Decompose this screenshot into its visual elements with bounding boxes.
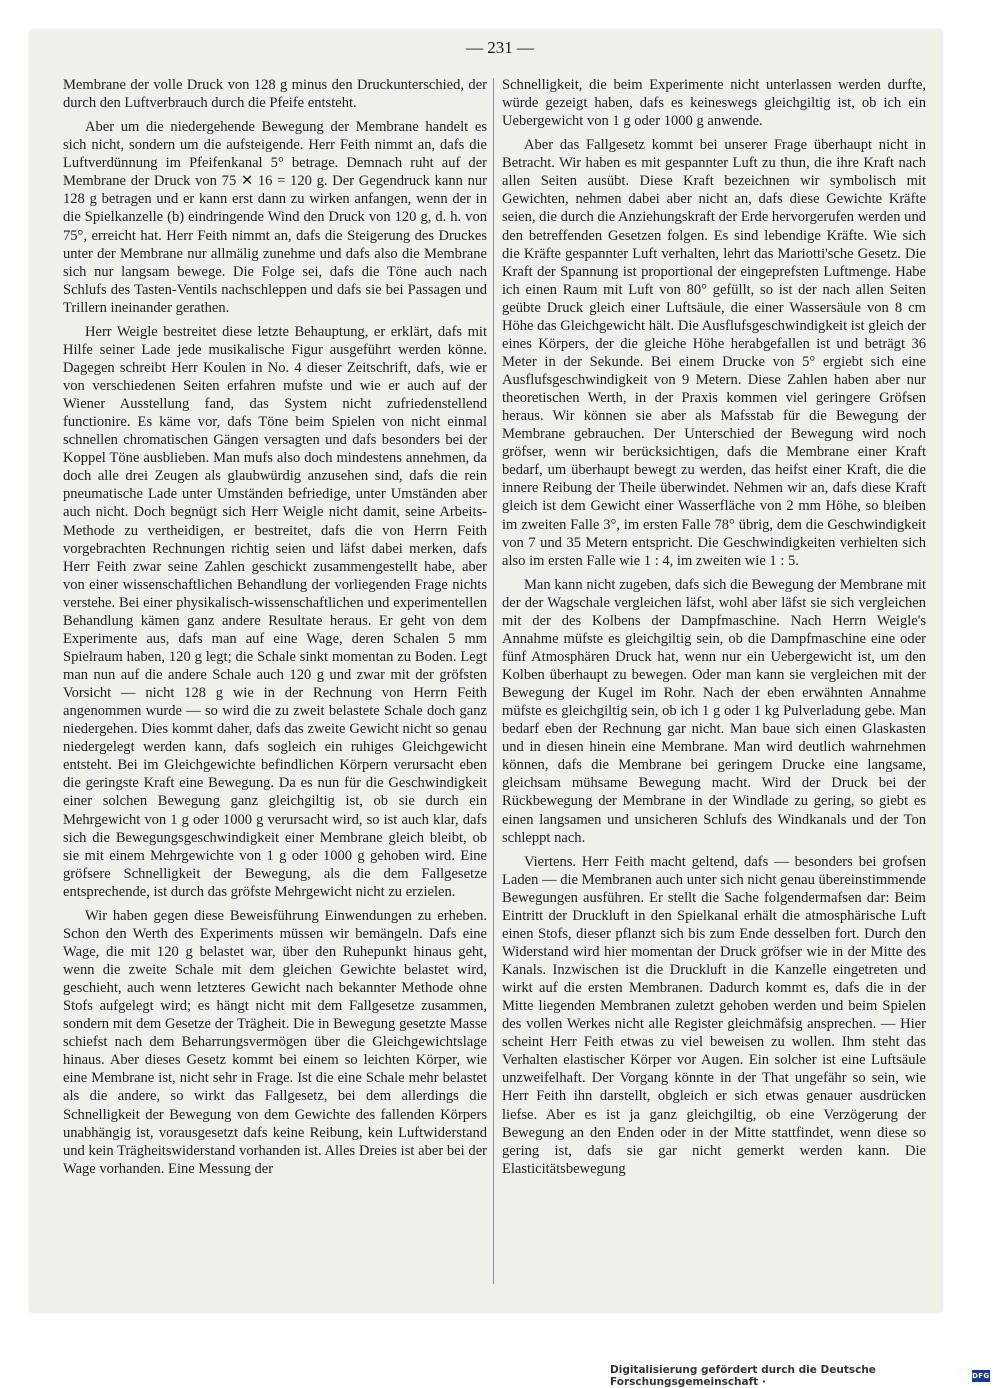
paragraph: Viertens. Herr Feith macht geltend, dafs — besonders bei grofsen Laden — die Membranen auch unter sich nicht genau übereinstimmende Bewegungen ausführen. Er stellt die Sache folgendermafsen dar: Beim Eintritt der Druckluft in den Spielkanal erhält die atmosphärische Luft einen Stofs, dieser pflanzt sich bis zum Ende desselben fort. Durch den Widerstand wird hier momentan der Druck gröfser wie in der Mitte des Kanals. Inzwischen ist die Druckluft in die Kanzelle eingetreten und wirkt auf die ersten Membranen. Dadurch kommt es, dafs die in der Mitte liegenden Membranen zuletzt gehoben werden und beim Spielen des vollen Werkes nicht alle Register gleichmäfsig ansprechen. — Hier scheint Herr Feith etwas zu viel beweisen zu wollen. Ihm steht das Verhalten elastischer Körper vor Augen. Ein solcher ist eine Luftsäule unzweifelhaft. Der Vorgang könnte in der That ungefähr so sein, wie Herr Feith ihn darstellt, obgleich er sich etwas genauer ausdrücken liefse. Aber es ist ja ganz gleichgiltig, ob eine Verzögerung der Bewegung an den Enden oder in der Mitte stattfindet, wenn diese so gering ist, dafs sie gar nicht gemerkt werden kann. Die Elasticitätsbewegung: [502, 853, 926, 1177]
left-column: [63, 76, 487, 1184]
paragraph: Man kann nicht zugeben, dafs sich die Bewegung der Membrane mit der der Wagschale vergleichen läfst, wohl aber läfst sie sich vergleichen mit der des Kolbens der Dampfmaschine. Nach Herrn Weigle's Annahme müfste es gleichgiltig sein, ob die Dampfmaschine eine oder fünf Atmosphären Druck hat, wenn nur ein Uebergewicht ist, um den Kolben überhaupt zu bewegen. Oder man kann sie vergleichen mit der Bewegung der Kugel im Rohr. Nach der eben erwähnten Annahme müfste es gleichgiltig sein, ob ich 1 g oder 1 kg Pulverladung gebe. Man bedarf eben der Rechnung gar nicht. Man baue sich einen Glaskasten und in diesen hinein eine Membrane. Man wird deutlich wahrnehmen können, dafs die Membrane bei geringem Drucke eine langsame, gleichsam mühsame Bewegung macht. Wird der Druck bei der Rückbewegung der Membrane in der Windlade zu gering, so giebt es einen langsamen und unsicheren Schlufs des Windkanals und der Ton schleppt nach.: [502, 576, 926, 846]
paragraph: Aber um die niedergehende Bewegung der Membrane handelt es sich nicht, sondern um die aufsteigende. Herr Feith nimmt an, dafs die Luftverdünnung im Pfeifenkanal 5° betrage. Demnach ruht auf der Membrane der Druck von 75 ✕ 16 = 120 g. Der Gegendruck kann nur 128 g betragen und er kann erst dann zu wirken anfangen, wenn der in die Spielkanzelle (b) eindringende Wind den Druck von 120 g, d. h. von 75°, erreicht hat. Herr Feith nimmt an, dafs die Steigerung des Druckes unter der Membrane nur allmälig zunehme und dafs also die Membrane sich nur langsam bewege. Die Folge sei, dafs die Töne auch nach Schlufs des Tasten-Ventils nachschleppen und dafs sie bei Passagen und Trillern ineinander gerathen.: [63, 119, 487, 316]
paragraph: Schnelligkeit, die beim Experimente nicht unterlassen werden durfte, würde gezeigt haben, dafs es keineswegs gleichgiltig ist, ob ich ein Uebergewicht von 1 g oder 1000 g anwende.: [502, 77, 926, 130]
column-divider: [493, 78, 494, 1284]
digitization-footer: [610, 1364, 990, 1388]
page-number: — 231 —: [466, 38, 534, 57]
paragraph: Aber das Fallgesetz kommt bei unserer Frage überhaupt nicht in Betracht. Wir haben es mit gespannter Luft zu thun, die ihre Kraft nach allen Seiten ausübt. Diese Kraft bezeichnen wir symbolisch mit Gewichten, nehmen dabei aber nicht an, dafs diese Gewichte Kräfte seien, die durch die Anziehungskraft der Erde hervorgerufen werden und den betreffenden Gesetzen folgen. Es sind lebendige Kräfte. Wie sich die Kräfte gespannter Luft verhalten, lehrt das Mariotti'sche Gesetz. Die Kraft der Spannung ist proportional der eingeprefsten Luftmenge. Habe ich einen Raum mit Luft von 80° gefüllt, so ist der nach allen Seiten geübte Druck gleich einer Luftsäule, die einer Wassersäule von 8 cm Höhe das Gleichgewicht hält. Die Ausflufsgeschwindigkeit ist gleich der eines Körpers, der die gleiche Höhe herabgefallen ist und beträgt 36 Meter in der Sekunde. Bei einem Drucke von 5° ergiebt sich eine Ausflufsgeschwindigkeit von 9 Metern. Diese Zahlen haben aber nur theoretischen Werth, in der Praxis kommen viel geringere Gröfsen heraus. Wir können sie aber als Mafsstab für die Bewegung der Membrane gebrauchen. Der Unterschied der Bewegung wird noch gröfser, wenn wir berücksichtigen, dafs die Membrane einer Kraft bedarf, um überhaupt bewegt zu werden, das heifst einer Kraft, die die innere Reibung der Theile überwindet. Nehmen wir an, dafs diese Kraft gleich ist dem Gewicht einer Wasserfläche von 2 mm Höhe, so bleiben im zweiten Falle 3°, im ersten Falle 78° übrig, dem die Geschwindigkeit von 7 und 35 Metern entspricht. Die Geschwindigkeiten verhielten sich also im ersten Falle wie 1 : 4, im zweiten wie 1 : 5.: [502, 137, 926, 569]
footer-text: Digitalisierung gefördert durch die Deutsche Forschungsgemeinschaft ·: [610, 1364, 876, 1388]
right-column: [502, 76, 926, 1184]
dfg-logo: DFG: [972, 1372, 990, 1380]
paragraph: Membrane der volle Druck von 128 g minus den Druckunterschied, der durch den Luftverbrauch durch die Pfeife entsteht.: [63, 77, 487, 112]
paragraph: Herr Weigle bestreitet diese letzte Behauptung, er erklärt, dafs mit Hilfe seiner Lade jede musikalische Figur ausgeführt werden könne. Dagegen schreibt Herr Koulen in No. 4 dieser Zeitschrift, dafs, wie er von verschiedenen Seiten erfahren mufste und wie er auch auf der Wiener Ausstellung fand, das System nicht zufriedenstellend functionire. Es käme vor, dafs Töne beim Spielen von nicht einmal schnellen chromatischen Gängen versagten und dafs besonders bei der Koppel Töne ausblieben. Man mufs also doch mindestens annehmen, da doch alle drei Zeugen als glaubwürdig anzusehen sind, dafs die rein pneumatische Lade unter Umständen befriedige, unter Umständen aber auch nicht. Doch begnügt sich Herr Weigle nicht damit, seine Arbeits-Methode zu vertheidigen, er bestreitet, dafs die von Herrn Feith vorgebrachten Rechnungen richtig seien und läfst dabei merken, dafs Herr Feith zwar seine Zahlen geschickt zusammengestellt habe, aber von einer wissenschaftlichen Behandlung der vorliegenden Frage nichts verstehe. Bei einer physikalisch-wissenschaftlichen und experimentellen Behandlung kämen ganz andere Resultate heraus. Er geht von dem Experimente aus, dafs man auf eine Wage, deren Schalen 5 mm Spielraum haben, 120 g legt; die Schale sinkt momentan zu Boden. Legt man nun auf die andere Schale auch 120 g und zwar mit der gröfsten Vorsicht — nicht 128 g wie in der Rechnung von Herrn Feith angenommen wurde — so wird die zu zweit belastete Schale doch ganz niedergehen. Dies kommt daher, dafs das zweite Gewicht nicht so genau niedergelegt werden kann, dafs sogleich ein ruhiges Gleichgewicht entsteht. Bei im Gleichgewichte befindlichen Körpern verursacht eben die geringste Kraft eine Bewegung. Da es nun für die Geschwindigkeit einer solchen Bewegung ganz gleichgiltig ist, ob sie durch ein Mehrgewicht von 1 g oder 1000 g verursacht wird, so ist auch klar, dafs sich die Bewegungsgeschwindigkeit einer Membrane gleich bleibt, ob sie mit einem Mehrgewichte von 1 g oder 1000 g gehoben wird. Eine gröfsere Schnelligkeit der Bewegung, als die dem Fallgesetze entsprechende, ist durch das gröfste Mehrgewicht nicht zu erzielen.: [63, 323, 487, 900]
paragraph: Wir haben gegen diese Beweisführung Einwendungen zu erheben. Schon den Werth des Experiments müssen wir bemängeln. Dafs eine Wage, die mit 120 g belastet war, über den Ruhepunkt hinaus geht, wenn die zweite Schale mit dem gleichen Gewichte belastet wird, geschieht, auch wenn letzteres Gewicht nach bekannter Methode ohne Stofs aufgelegt wird; es hängt nicht mit dem Fallgesetze zusammen, sondern mit dem Gesetze der Trägheit. Die in Bewegung gesetzte Masse schiefst nach dem Beharrungsvermögen über die Gleichgewichtslage hinaus. Aber dieses Gesetz kommt bei einem so leichten Körper, wie eine Membrane ist, nicht sehr in Frage. Ist die eine Schale mehr belastet als die andere, so wirkt das Fallgesetz, bei dem allerdings die Schnelligkeit der Bewegung von dem Gewichte des fallenden Körpers unabhängig ist, vorausgesetzt dafs keine Reibung, kein Luftwiderstand und kein Trägheitswiderstand vorhanden ist. Alles Dreies ist aber bei der Wage vorhanden. Eine Messung der: [63, 907, 487, 1177]
